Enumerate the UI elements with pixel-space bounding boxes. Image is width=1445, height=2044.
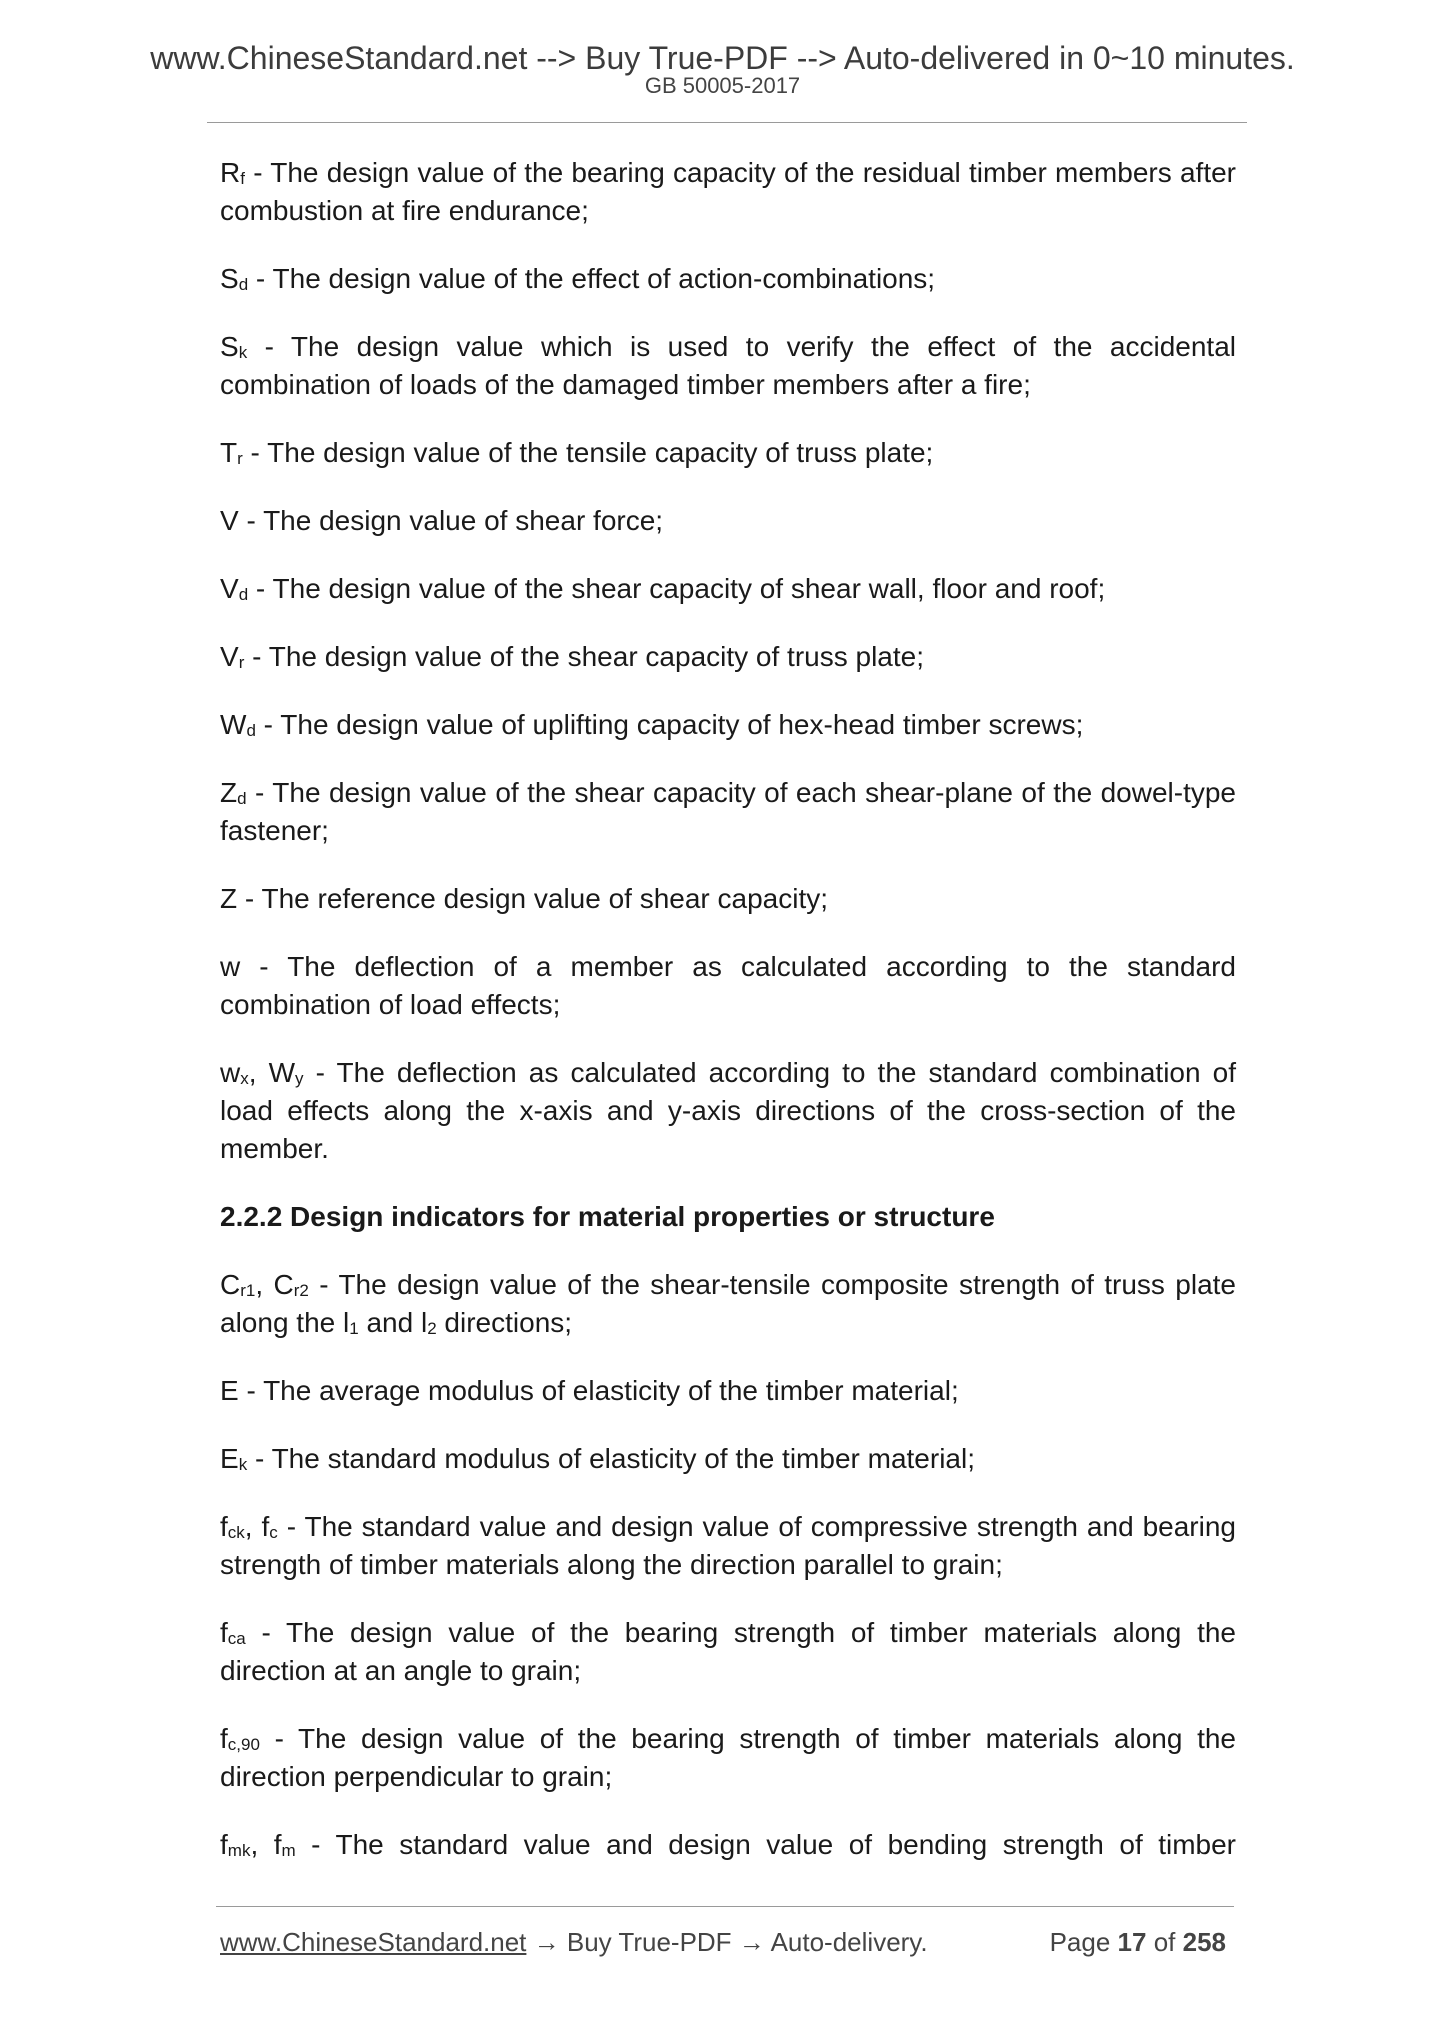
definition-entry [220,1266,1236,1342]
definition-entry [220,1440,1236,1478]
footer-tail-text: → Buy True-PDF → Auto-delivery. [526,1927,928,1957]
entry-symbol: fck, fc [220,1511,278,1542]
entry-text: - The design value of shear force; [238,505,664,536]
entry-symbol: Ek [220,1443,248,1474]
definition-entry [220,948,1236,1024]
entry-text: - The design value of the bearing capacity of the residual timber members after combustion at fire endurance; [220,157,1236,226]
entry-text: - The design value of the bearing strength of timber materials along the direction perpendicular to grain; [220,1723,1236,1792]
total-pages: 258 [1182,1927,1226,1957]
entry-symbol: Vd [220,573,249,604]
entry-symbol: fc,90 [220,1723,260,1754]
definition-entry [220,1720,1236,1796]
entry-text: - The design value of the shear capacity of each shear-plane of the dowel-type fastener; [220,777,1236,846]
definition-entry [220,638,1236,676]
footer-divider [216,1906,1234,1907]
entry-text: - The design value of the effect of action-combinations; [248,263,936,294]
definition-entry [220,434,1236,472]
entry-text: - The design value of uplifting capacity of hex-head timber screws; [255,709,1084,740]
of-label: of [1153,1927,1176,1957]
entry-symbol: wx, Wy [220,1057,304,1088]
entry-text: - The standard value and design value of bending strength of timber [295,1829,1237,1860]
entry-symbol: Sk [220,331,248,362]
entry-text: - The reference design value of shear capacity; [237,883,829,914]
definition-entry [220,880,1236,918]
entry-symbol: Tr [220,437,243,468]
entry-symbol: Z [220,883,238,914]
definition-entry [220,1372,1236,1410]
entry-symbol: Zd [220,777,247,808]
page-label: Page [1049,1927,1111,1957]
definition-entry [220,1508,1236,1584]
entry-symbol: Cr1, Cr2 [220,1269,309,1300]
entry-text: - The deflection as calculated according to the standard combination of load effects along the x-axis and y-axis directions of the cross-section of the member. [220,1057,1237,1164]
page-number: 17 [1117,1927,1147,1957]
entry-symbol: w [220,951,241,982]
definition-entry [220,1054,1236,1168]
header-banner: www.ChineseStandard.net --> Buy True-PDF --> Auto-delivered in 0~10 minutes. [150,40,1295,76]
entry-symbol: Sd [220,263,249,294]
entry-text: - The design value which is used to verify the effect of the accidental combination of loads of the damaged timber members after a fire; [220,331,1236,400]
definition-entry [220,1614,1236,1690]
definition-entry [220,154,1236,230]
entry-symbol: fmk, fm [220,1829,296,1860]
definition-entry [220,1826,1236,1864]
entry-text: - The average modulus of elasticity of the timber material; [238,1375,959,1406]
definition-entry [220,328,1236,404]
entry-text: - The deflection of a member as calculated according to the standard combination of load effects; [220,951,1236,1020]
entry-text: - The design value of the tensile capacity of truss plate; [242,437,934,468]
entry-text: - The design value of the shear capacity of truss plate; [244,641,925,672]
footer-promo [220,1925,928,1959]
entry-text: - The design value of the shear capacity of shear wall, floor and roof; [248,573,1106,604]
entry-text: - The design value of the shear-tensile composite strength of truss plate along the l1 and l2 directions; [220,1269,1236,1338]
entry-symbol: Wd [220,709,256,740]
page-indicator [1050,1925,1226,1959]
header-divider [207,122,1247,123]
entry-symbol: E [220,1375,239,1406]
site-link[interactable]: www.ChineseStandard.net [220,1927,527,1957]
section-heading: 2.2.2 Design indicators for material properties or structure [220,1201,995,1232]
entry-symbol: fca [220,1617,246,1648]
entry-symbol: Rf [220,157,245,188]
definition-entry [220,502,1236,540]
definition-entry [220,774,1236,850]
entry-text: - The design value of the bearing strength of timber materials along the direction at an angle to grain; [220,1617,1236,1686]
definition-entry [220,570,1236,608]
entry-text: - The standard modulus of elasticity of the timber material; [247,1443,975,1474]
entry-text: - The standard value and design value of compressive strength and bearing strength of timber materials along the direction parallel to grain; [220,1511,1236,1580]
definition-entry [220,706,1236,744]
entry-symbol: V [220,505,239,536]
definition-entry [220,260,1236,298]
document-body [220,154,1236,1894]
entry-symbol: Vr [220,641,245,672]
page-footer [220,1925,1234,1959]
standard-code: GB 50005-2017 [644,73,801,98]
